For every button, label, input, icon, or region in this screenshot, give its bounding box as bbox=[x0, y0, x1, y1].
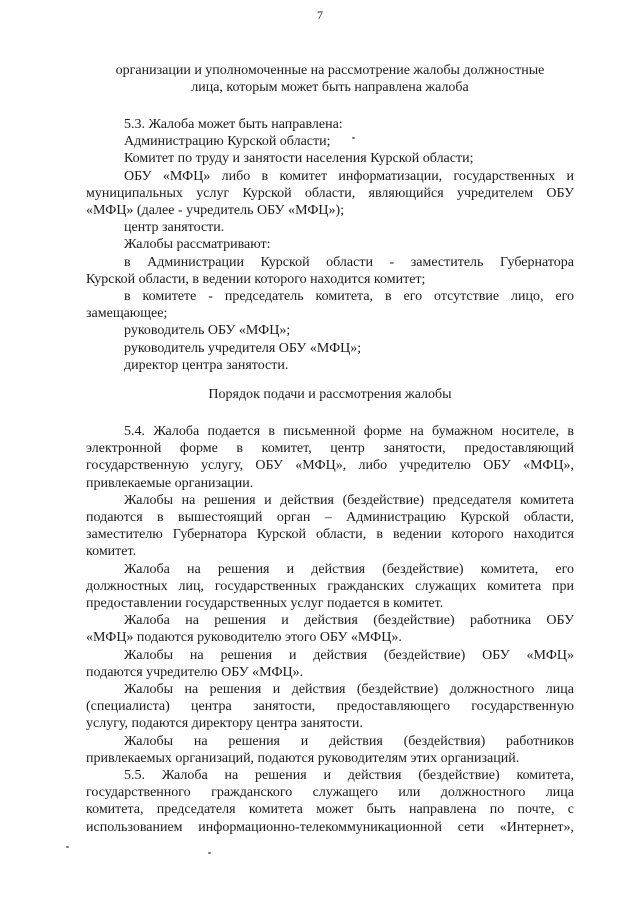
text-line: комитет. bbox=[86, 544, 137, 560]
text-line: Жалобы на решения и действия (бездействие) председателя комитета bbox=[124, 492, 574, 508]
text-line: (специалиста) центра занятости, предоставляющего государственную bbox=[86, 699, 574, 715]
text-line: 5.3. Жалоба может быть направлена: bbox=[124, 117, 343, 132]
section-5-4-5-5 bbox=[86, 423, 574, 836]
text-line: ОБУ «МФЦ» либо в комитет информатизации, государственных и bbox=[124, 168, 574, 184]
text-line: Комитет по труду и занятости населения Курской области; bbox=[124, 151, 474, 167]
text-line: Жалобы на решения и действия (бездействие) должностного лица bbox=[124, 682, 574, 698]
text-line: Курской области, в ведении которого находится комитет; bbox=[86, 271, 426, 287]
text-line: замещающее; bbox=[86, 306, 168, 322]
top-line: лица, которым может быть направлена жалоба bbox=[191, 80, 469, 96]
top-heading bbox=[86, 62, 574, 96]
section-5-3 bbox=[86, 116, 574, 374]
text-line: использованием информационно-телекоммуникационной сети «Интернет», bbox=[86, 819, 574, 835]
text-line: 5.4. Жалоба подается в письменной форме на бумажном носителе, в bbox=[124, 424, 574, 439]
section-title: Порядок подачи и рассмотрения жалобы bbox=[208, 387, 452, 402]
text-line: руководитель учредителя ОБУ «МФЦ»; bbox=[124, 340, 362, 356]
text-line: Администрацию Курской области; bbox=[124, 134, 331, 150]
text-line: директор центра занятости. bbox=[124, 357, 289, 373]
page-number: 7 bbox=[317, 8, 323, 22]
text-line: Жалоба на решения и действия (бездействие) работника ОБУ bbox=[124, 613, 574, 629]
text-line: подаются учредителю ОБУ «МФЦ». bbox=[86, 664, 304, 680]
scan-speck bbox=[352, 137, 355, 139]
text-line: привлекаемые организации. bbox=[86, 475, 254, 491]
text-line: электронной форме в комитет, центр занятости, предоставляющий bbox=[86, 441, 574, 457]
top-line: организации и уполномоченные на рассмотрение жалобы должностные bbox=[115, 63, 545, 78]
text-line: услугу, подаются директору центра занятости. bbox=[86, 716, 363, 732]
text-line: Жалоба на решения и действия (бездействие) комитета, его bbox=[124, 561, 574, 577]
text-line: Жалобы на решения и действия (бездействие) ОБУ «МФЦ» bbox=[124, 647, 574, 663]
text-line: муниципальных услуг Курской области, являющийся учредителем ОБУ bbox=[86, 185, 574, 201]
text-line: руководитель ОБУ «МФЦ»; bbox=[124, 323, 291, 339]
text-line: Жалобы рассматривают: bbox=[124, 237, 271, 253]
text-line: заместителю Губернатора Курской области, в ведении которого находится bbox=[86, 527, 574, 543]
text-line: «МФЦ» (далее - учредитель ОБУ «МФЦ»); bbox=[86, 203, 345, 219]
text-line: привлекаемых организаций, подаются руководителям этих организаций. bbox=[86, 750, 520, 766]
text-line: «МФЦ» подаются руководителю этого ОБУ «МФЦ». bbox=[86, 630, 402, 646]
text-line: Жалобы на решения и действия (бездействия) работников bbox=[124, 733, 574, 749]
scan-speck bbox=[208, 852, 211, 854]
text-line: центр занятости. bbox=[124, 220, 225, 236]
text-line: государственную услугу, ОБУ «МФЦ», либо учредителю ОБУ «МФЦ», bbox=[86, 458, 574, 474]
text-line: государственного гражданского служащего или должностного лица bbox=[86, 785, 574, 801]
text-line: комитета, председателя комитета может быть направлена по почте, с bbox=[86, 802, 574, 818]
text-line: предоставлении государственных услуг подается в комитет. bbox=[86, 596, 444, 612]
text-line: подаются в вышестоящий орган – Администрацию Курской области, bbox=[86, 510, 574, 526]
scan-speck bbox=[66, 846, 69, 848]
text-line: должностных лиц, государственных гражданских служащих комитета при bbox=[86, 578, 574, 594]
text-line: 5.5. Жалоба на решения и действия (бездействие) комитета, bbox=[124, 768, 574, 784]
text-line: в комитете - председатель комитета, в его отсутствие лицо, его bbox=[124, 289, 574, 305]
text-line: в Администрации Курской области - заместитель Губернатора bbox=[124, 254, 574, 270]
